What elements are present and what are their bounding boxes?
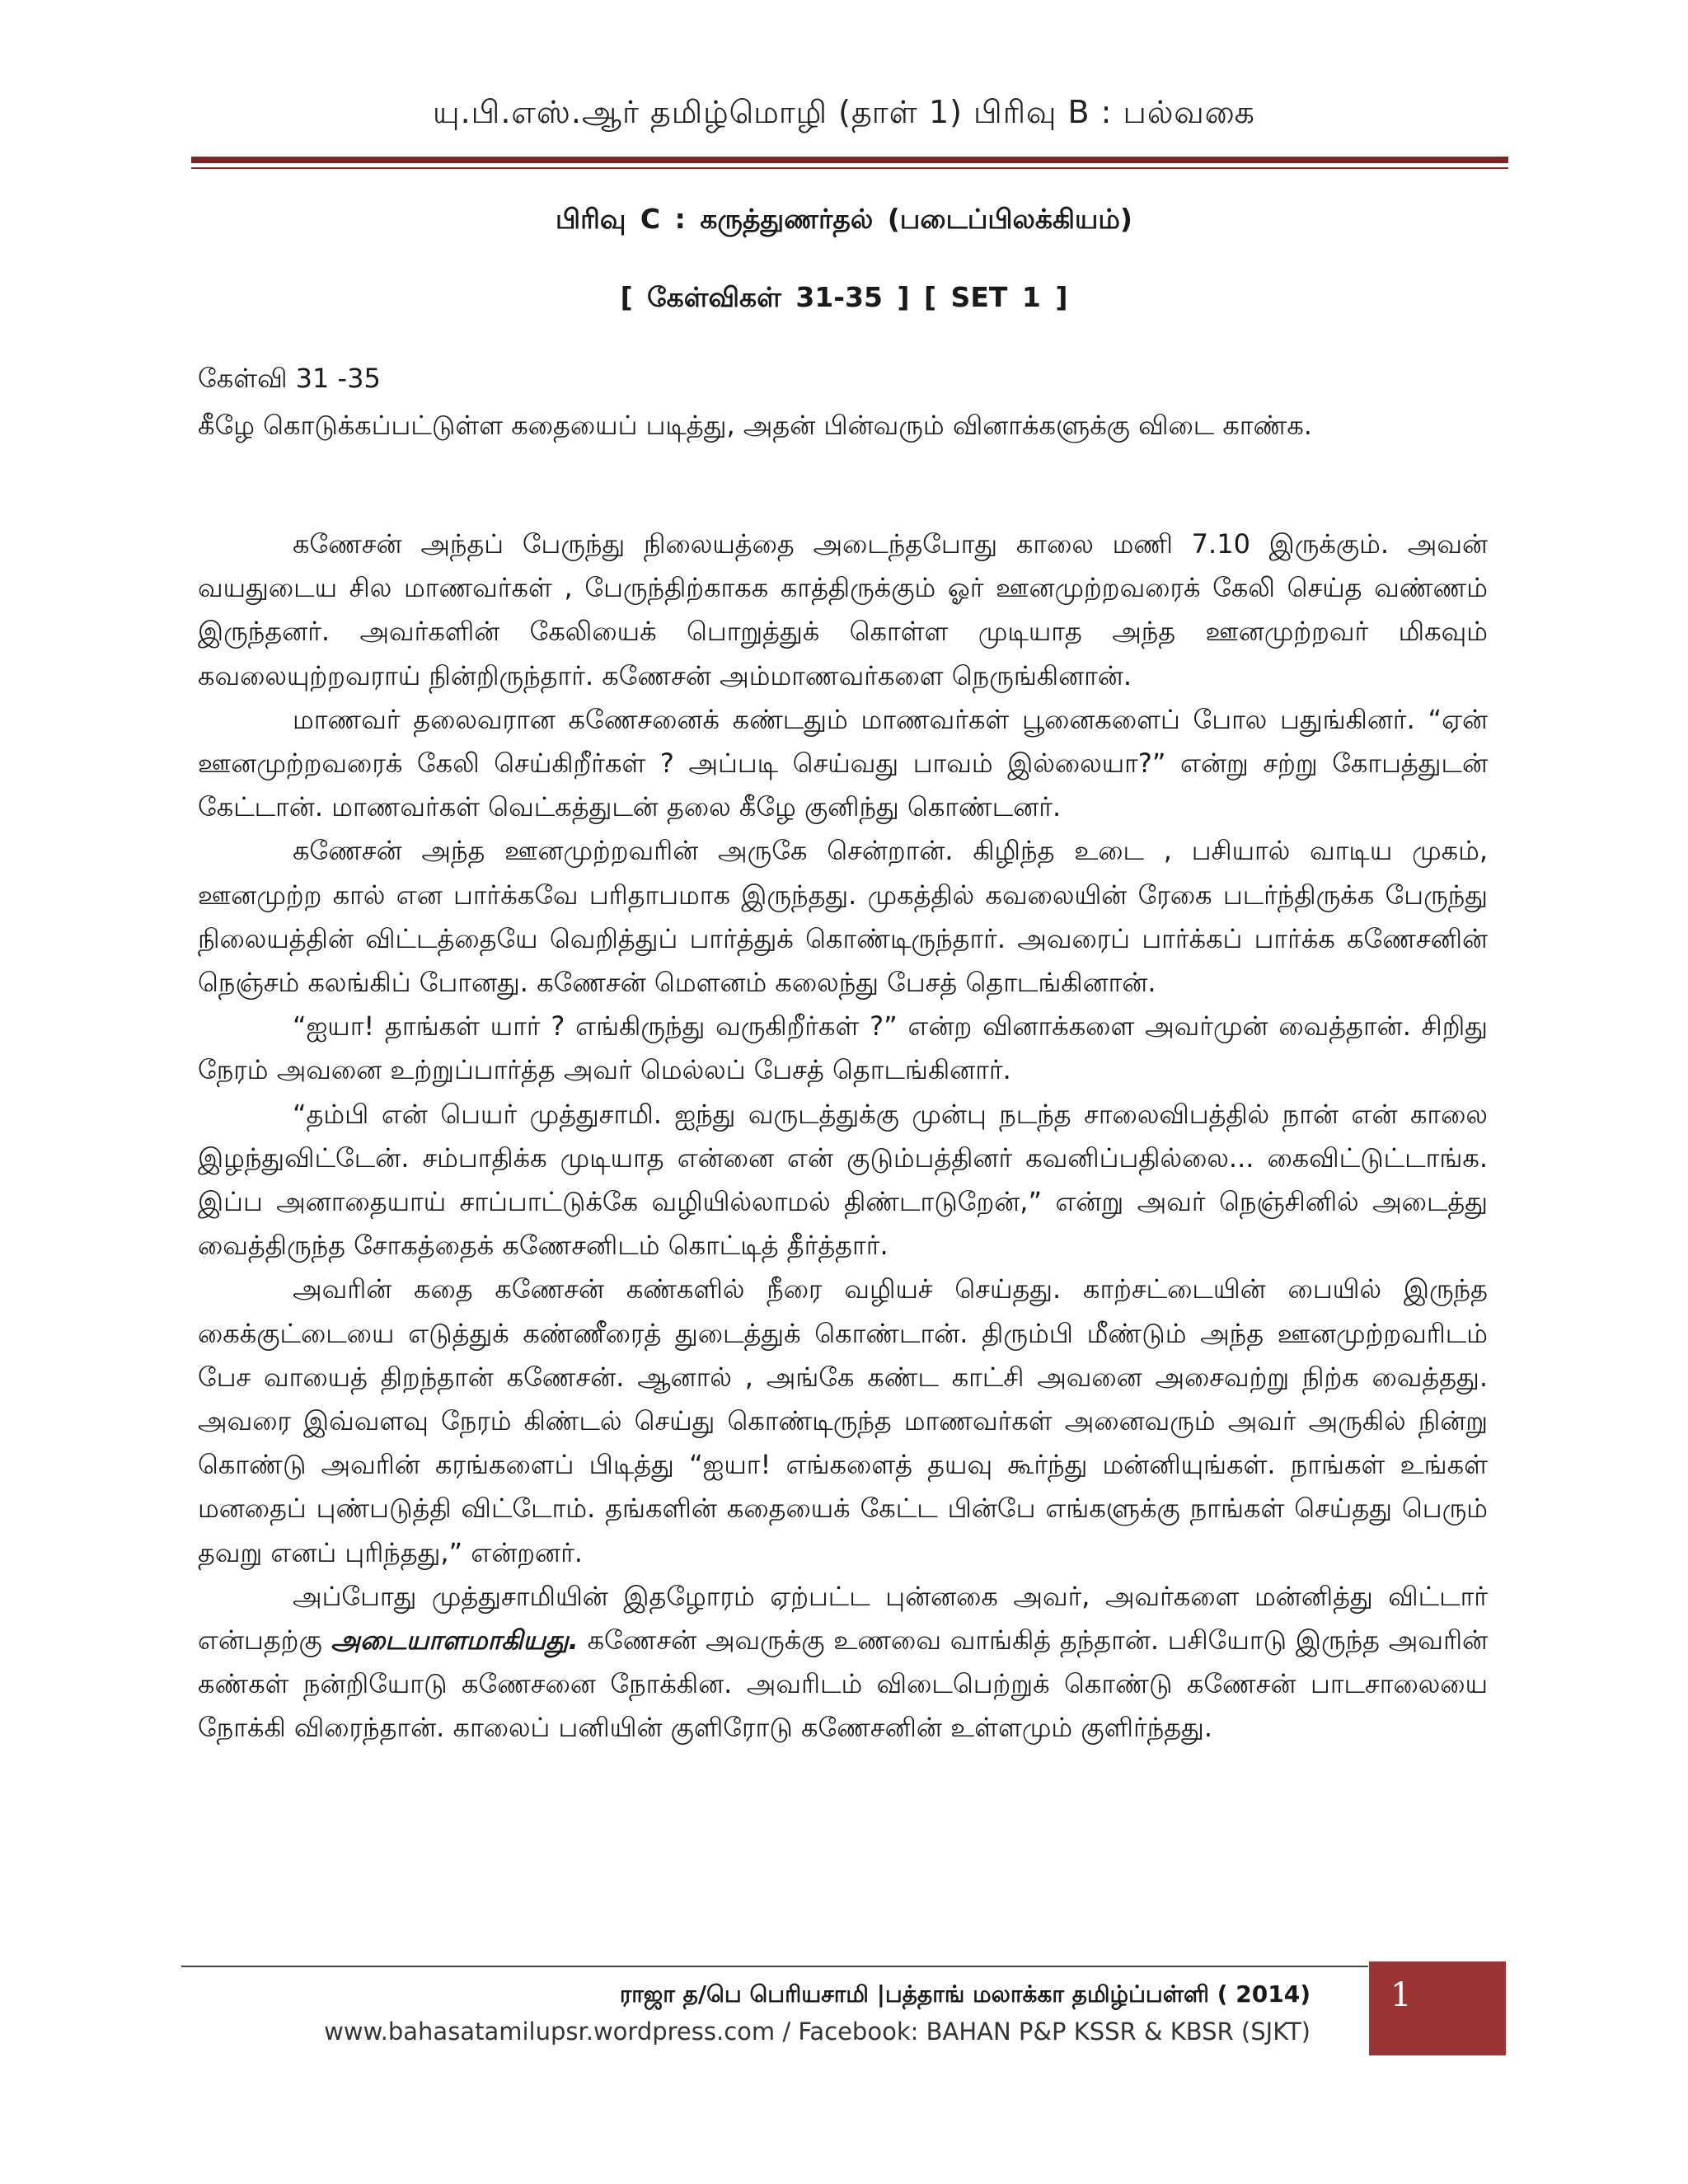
header-divider-thick (191, 157, 1508, 163)
page-number: 1 (1390, 1976, 1412, 2014)
story-paragraph-6: அவரின் கதை கணேசன் கண்களில் நீரை வழியச் செய்தது. காற்சட்டையின் பையில் இருந்த கைக்குட்டையை எடுத்துக் கண்ணீரைத் துடைத்துக் கொண்டான். திரும்பி மீண்டும் அந்த ஊனமுற்றவரிடம் பேச வாயைத் திறந்தான் கணேசன். ஆனால் , அங்கே கண்ட காட்சி அவனை அசைவற்று நிற்க வைத்தது. அவரை இவ்வளவு நேரம் கிண்டல் செய்து கொண்டிருந்த மாணவர்கள் அனைவரும் அவர் அருகில் நின்று கொண்டு அவரின் கரங்களைப் பிடித்து “ஐயா! எங்களைத் தயவு கூர்ந்து மன்னியுங்கள். நாங்கள் உங்கள் மனதைப் புண்படுத்தி விட்டோம். தங்களின் கதையைக் கேட்ட பின்பே எங்களுக்கு நாங்கள் செய்தது பெரும் தவறு எனப் புரிந்தது,” என்றனர். (198, 1273, 1489, 1568)
story-paragraph-7-end: கணேசன் அவருக்கு உணவை வாங்கித் தந்தான். பசியோடு இருந்த அவரின் கண்கள் நன்றியோடு கணேசனை நோக்கின. அவரிடம் விடைபெற்றுக் கொண்டு கணேசன் பாடசாலையை நோக்கி விரைந்தான். காலைப் பனியின் குளிரோடு கணேசனின் உள்ளமும் குளிர்ந்தது. (198, 1624, 1489, 1744)
section-title: பிரிவு C : கருத்துணர்தல் (படைப்பிலக்கியம்) (556, 203, 1132, 235)
story-paragraph-5: “தம்பி என் பெயர் முத்துசாமி. ஐந்து வருடத்துக்கு முன்பு நடந்த சாலைவிபத்தில் நான் என் காலை இழந்துவிட்டேன். சம்பாதிக்க முடியாத என்னை என் குடும்பத்தினர் கவனிப்பதில்லை... கைவிட்டுட்டாங்க. இப்ப அனாதையாய் சாப்பாட்டுக்கே வழியில்லாமல் திண்டாடுறேன்,” என்று அவர் நெஞ்சினில் அடைத்து வைத்திருந்த சோகத்தைக் கணேசனிடம் கொட்டித் தீர்த்தார். (198, 1098, 1488, 1262)
section-subtitle: [ கேள்விகள் 31-35 ] [ SET 1 ] (620, 281, 1068, 313)
page-header-title: யு.பி.எஸ்.ஆர் தமிழ்மொழி (தாள் 1) பிரிவு B : பல்வகை (433, 94, 1255, 130)
footer-links: www.bahasatamilupsr.wordpress.com / Facebook: BAHAN P&P KSSR & KBSR (SJKT) (324, 2018, 1311, 2046)
story-paragraph-7-start: அப்போது முத்துசாமியின் இதழோரம் ஏற்பட்ட புன்னகை அவர், அவர்களை மன்னித்து விட்டார் என்பதற்கு (198, 1580, 1488, 1657)
story-paragraph-2: மாணவர் தலைவரான கணேசனைக் கண்டதும் மாணவர்கள் பூனைகளைப் போல பதுங்கினர். “ஏன் ஊனமுற்றவரைக் கேலி செய்கிறீர்கள் ? அப்படி செய்வது பாவம் இல்லையா?” என்று சற்று கோபத்துடன் கேட்டான். மாணவர்கள் வெட்கத்துடன் தலை கீழே குனிந்து கொண்டனர். (198, 703, 1489, 823)
question-label: கேள்வி 31 -35 (198, 363, 381, 394)
header-divider-thin (191, 167, 1508, 169)
story-body (198, 523, 1488, 1750)
footer-divider (181, 1966, 1368, 1967)
question-instruction: கீழே கொடுக்கப்பட்டுள்ள கதையைப் படித்து, அதன் பின்வரும் வினாக்களுக்கு விடை காண்க. (198, 410, 1312, 441)
story-paragraph-7 (198, 1575, 1488, 1750)
story-paragraph-1: கணேசன் அந்தப் பேருந்து நிலையத்தை அடைந்தபோது காலை மணி 7.10 இருக்கும். அவன் வயதுடைய சில மாணவர்கள் , பேருந்திற்காகக காத்திருக்கும் ஓர் ஊனமுற்றவரைக் கேலி செய்த வண்ணம் இருந்தனர். அவர்களின் கேலியைக் பொறுத்துக் கொள்ள முடியாத அந்த ஊனமுற்றவர் மிகவும் கவலையுற்றவராய் நின்றிருந்தார். கணேசன் அம்மாணவர்களை நெருங்கினான். (198, 528, 1489, 691)
story-paragraph-4: “ஐயா! தாங்கள் யார் ? எங்கிருந்து வருகிறீர்கள் ?” என்ற வினாக்களை அவர்முன் வைத்தான். சிறிது நேரம் அவனை உற்றுப்பார்த்த அவர் மெல்லப் பேசத் தொடங்கினார். (198, 1010, 1488, 1086)
footer-author: ராஜா த/பெ பெரியசாமி |பத்தாங் மலாக்கா தமிழ்ப்பள்ளி ( 2014) (619, 1980, 1311, 2008)
story-paragraph-3: கணேசன் அந்த ஊனமுற்றவரின் அருகே சென்றான். கிழிந்த உடை , பசியால் வாடிய முகம், ஊனமுற்ற கால் என பார்க்கவே பரிதாபமாக இருந்தது. முகத்தில் கவலையின் ரேகை படர்ந்திருக்க பேருந்து நிலையத்தின் விட்டத்தையே வெறித்துப் பார்த்துக் கொண்டிருந்தார். அவரைப் பார்க்கப் பார்க்க கணேசனின் நெஞ்சம் கலங்கிப் போனது. கணேசன் மௌனம் கலைந்து பேசத் தொடங்கினான். (198, 835, 1489, 999)
page-number-box (1369, 1961, 1506, 2055)
emphasized-word: அடையாளமாகியது. (331, 1624, 579, 1657)
